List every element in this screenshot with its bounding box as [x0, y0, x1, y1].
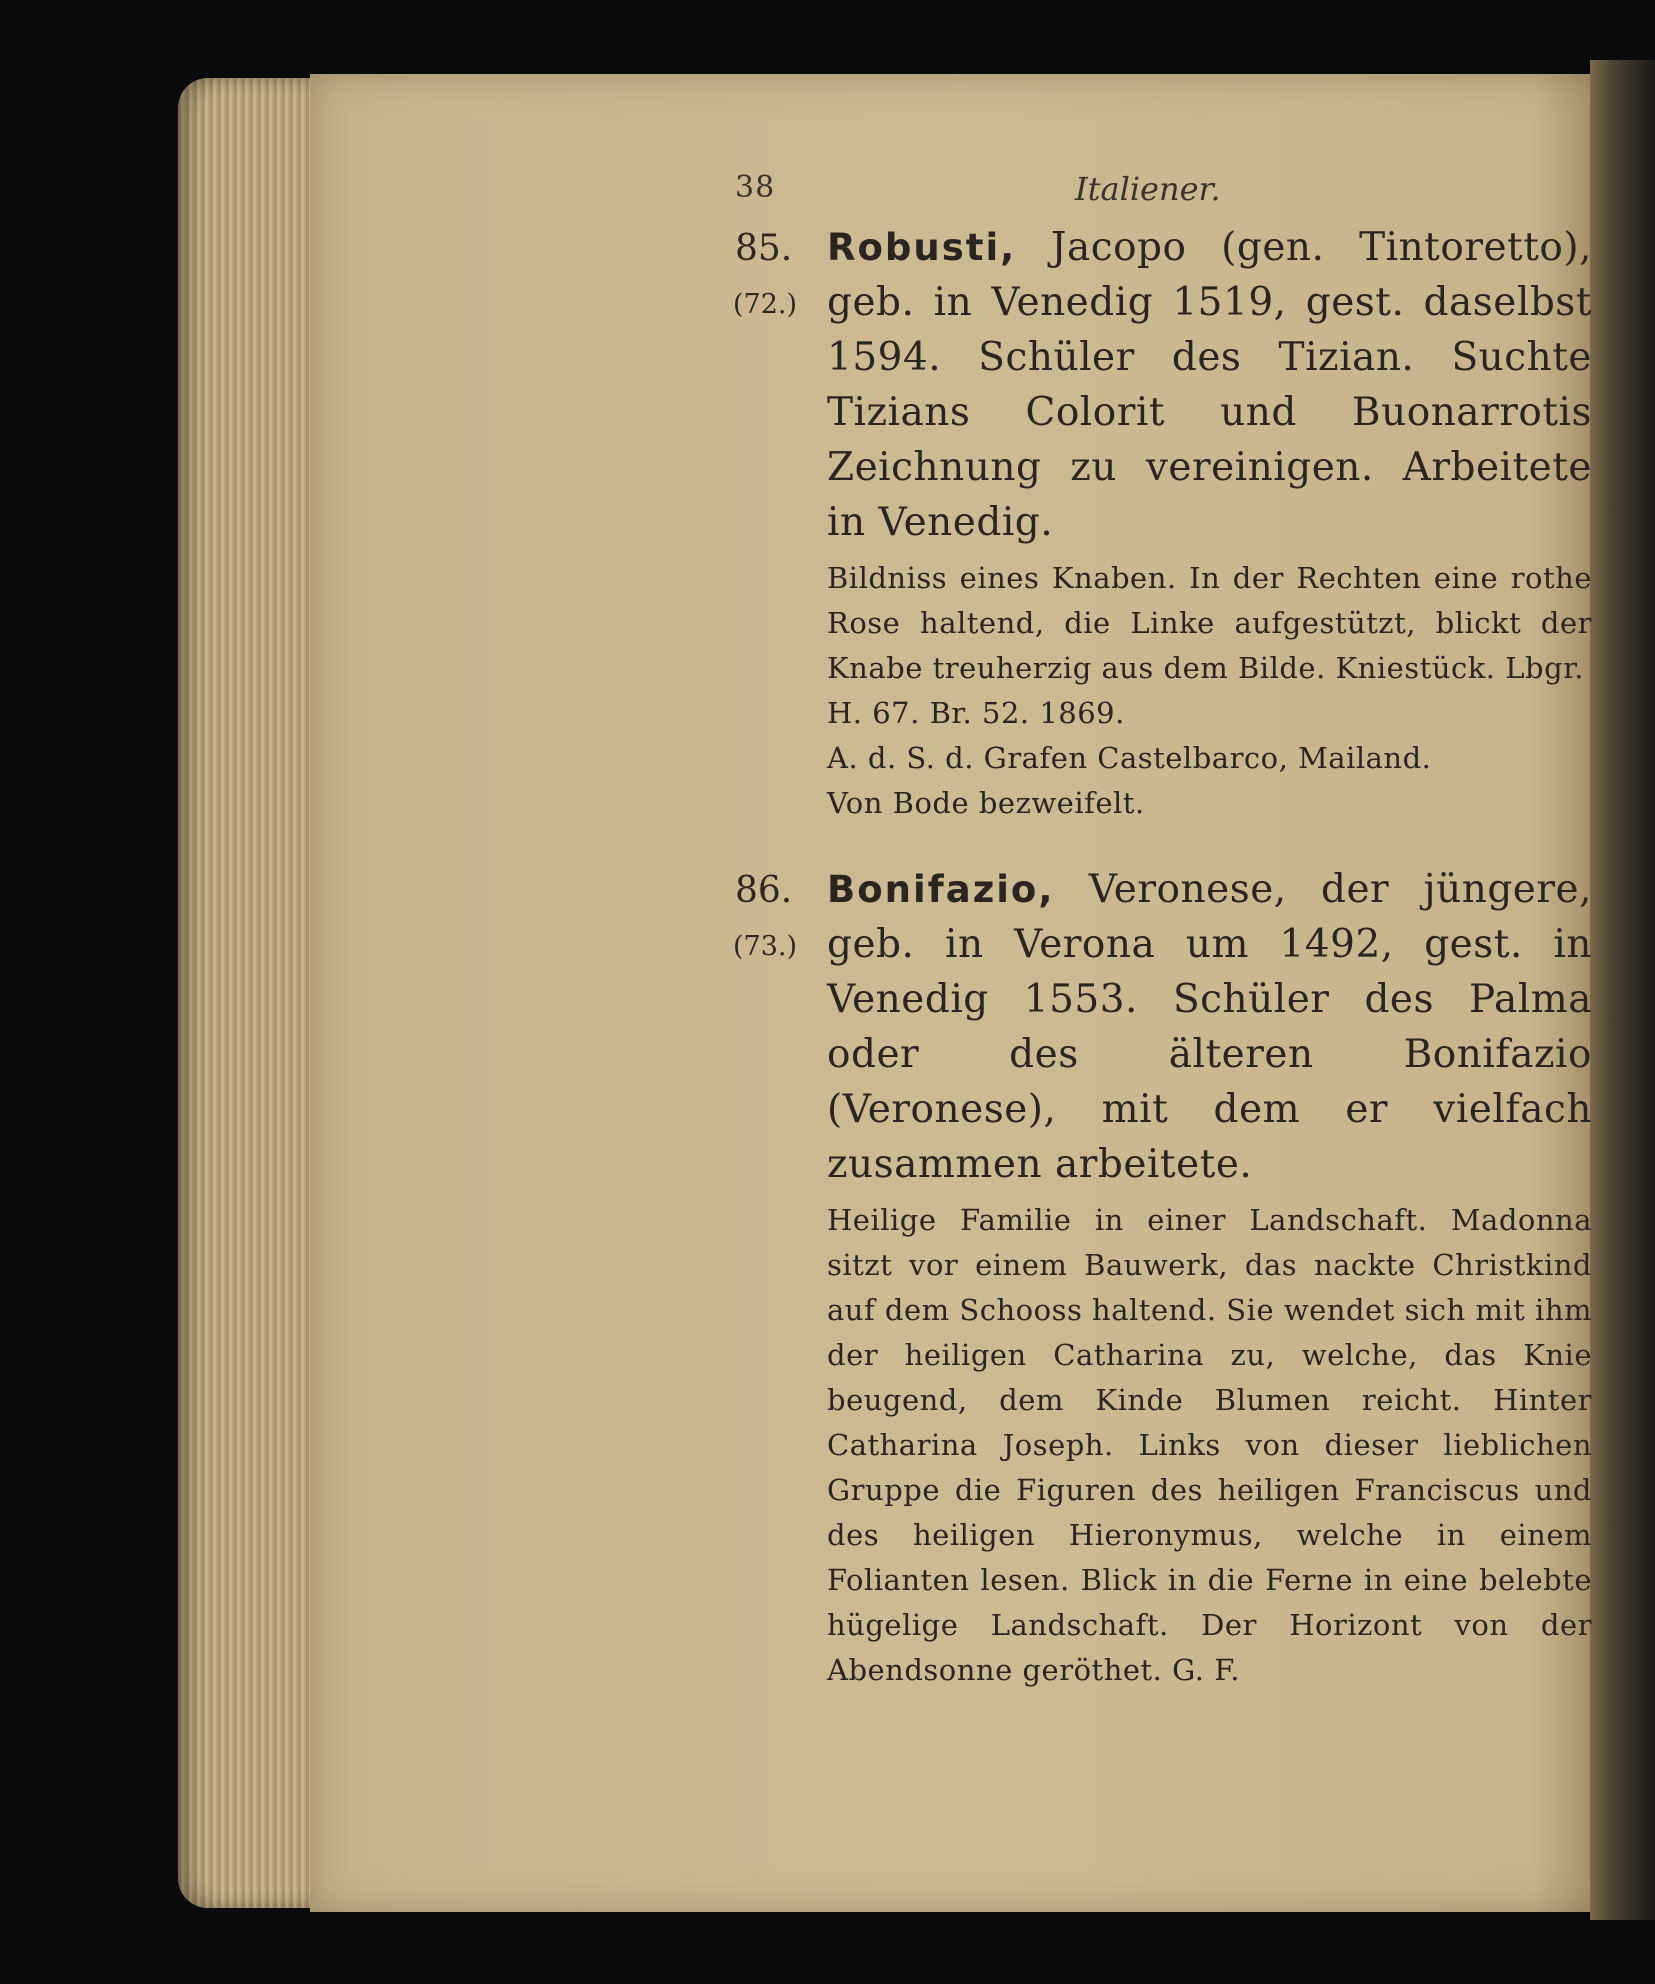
artist-bio: Veronese, der jüngere, geb. in Verona um 1492, gest. in Venedig 1553. Schüler des Palma oder des älteren Bonifazio (Veronese), mit dem er vielfach zusammen arbeitete.	[827, 867, 1592, 1187]
running-head	[735, 160, 1585, 220]
catalog-entry	[733, 220, 1592, 826]
artwork-dimensions: H. 67. Br. 52. 1869.	[827, 696, 1125, 730]
artwork-provenance: A. d. S. d. Grafen Castelbarco, Mailand.	[827, 741, 1432, 775]
artwork-description: Heilige Familie in einer Landschaft. Madonna sitzt vor einem Bauwerk, das nackte Christkind auf dem Schooss haltend. Sie wendet sich mit ihm der heiligen Catharina zu, welche, das Knie beugend, dem Kinde Blumen reicht. Hinter Catharina Joseph. Links von dieser lieblichen Gruppe die Figuren des heiligen Franciscus und des heiligen Hieronymus, welche in einem Folianten lesen. Blick in die Ferne in eine belebte hügelige Landschaft. Der Horizont von der Abendsonne geröthet. G. F.	[827, 1203, 1592, 1687]
entry-old-number: (72.)	[733, 289, 798, 320]
artwork-note: Von Bode bezweifelt.	[827, 786, 1145, 820]
page-number: 38	[735, 170, 776, 205]
artwork-description: Bildniss eines Knaben. In der Rechten eine rothe Rose haltend, die Linke aufgestützt, blickt der Knabe treuherzig aus dem Bilde. Kniestück. Lbgr.	[827, 561, 1592, 685]
catalog-entry	[733, 862, 1592, 1693]
entry-biography	[827, 220, 1592, 550]
page-edges	[178, 78, 328, 1908]
entry-biography	[827, 862, 1592, 1192]
page-content	[733, 160, 1592, 1693]
book-binding	[1590, 60, 1655, 1920]
artist-name: Bonifazio,	[827, 868, 1055, 911]
entry-number: 85.	[735, 228, 793, 269]
artist-name: Robusti,	[827, 226, 1017, 269]
entry-old-number: (73.)	[733, 931, 798, 962]
artist-bio: Jacopo (gen. Tintoretto), geb. in Venedig 1519, gest. daselbst 1594. Schüler des Tizian. Suchte Tizians Colorit und Buonarrotis Zeichnung zu vereinigen. Arbeitete in Venedig.	[827, 225, 1592, 545]
entry-number: 86.	[735, 870, 793, 911]
running-head-title: Italiener.	[1075, 170, 1221, 208]
